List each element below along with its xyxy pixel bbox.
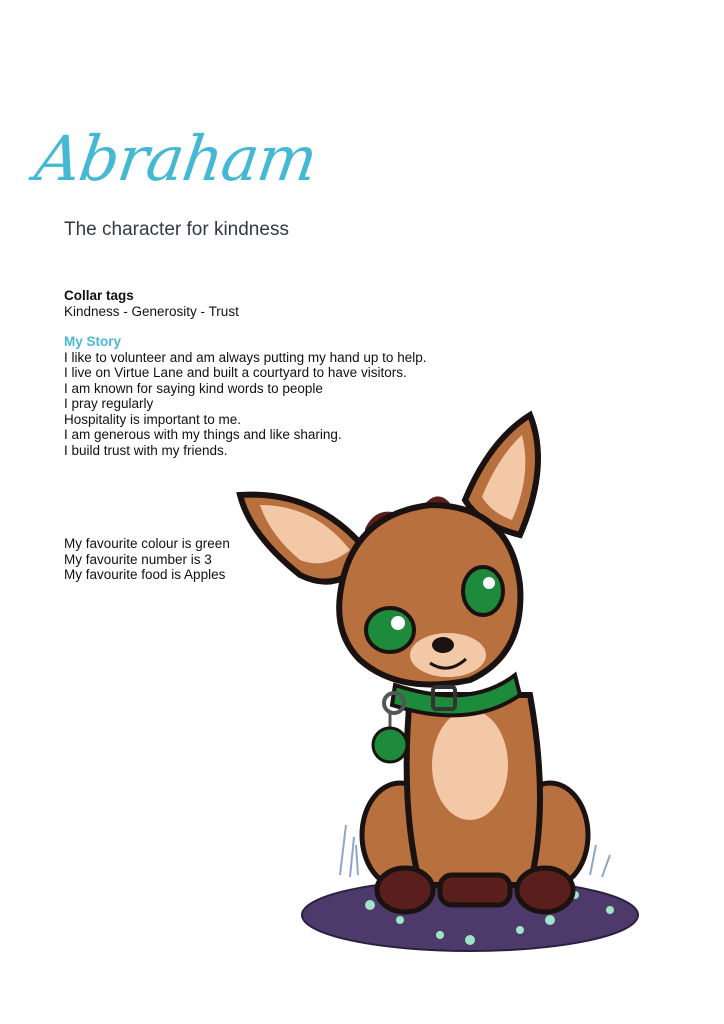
left-hoof xyxy=(377,868,433,912)
collar-tag xyxy=(373,728,407,762)
favourite-food: My favourite food is Apples xyxy=(64,567,226,582)
left-eye xyxy=(366,608,414,652)
collar-tags-heading: Collar tags xyxy=(64,288,134,303)
collar-tags-section xyxy=(64,288,239,319)
character-subtitle: The character for kindness xyxy=(64,219,289,240)
front-hooves xyxy=(440,875,510,905)
favourites-section xyxy=(64,536,230,583)
favourite-colour: My favourite colour is green xyxy=(64,536,230,551)
story-line: I live on Virtue Lane and built a courtyard to have visitors. xyxy=(64,365,407,380)
story-line: Hospitality is important to me. xyxy=(64,411,242,427)
nose xyxy=(432,637,454,653)
right-hoof xyxy=(517,868,573,912)
character-name-title: Abraham xyxy=(30,122,321,195)
collar-tags-list: Kindness - Generosity - Trust xyxy=(64,303,239,319)
chest-patch xyxy=(432,710,508,820)
story-line: I pray regularly xyxy=(64,396,154,411)
story-line: I build trust with my friends. xyxy=(64,442,228,458)
my-story-heading: My Story xyxy=(64,334,122,349)
right-eye xyxy=(463,567,503,615)
fawn-character-illustration xyxy=(230,405,650,965)
story-line: I am generous with my things and like sharing. xyxy=(64,427,342,442)
favourite-number: My favourite number is 3 xyxy=(64,551,212,567)
story-line: I like to volunteer and am always putting my hand up to help. xyxy=(64,349,427,365)
story-line: I am known for saying kind words to people xyxy=(64,380,323,396)
